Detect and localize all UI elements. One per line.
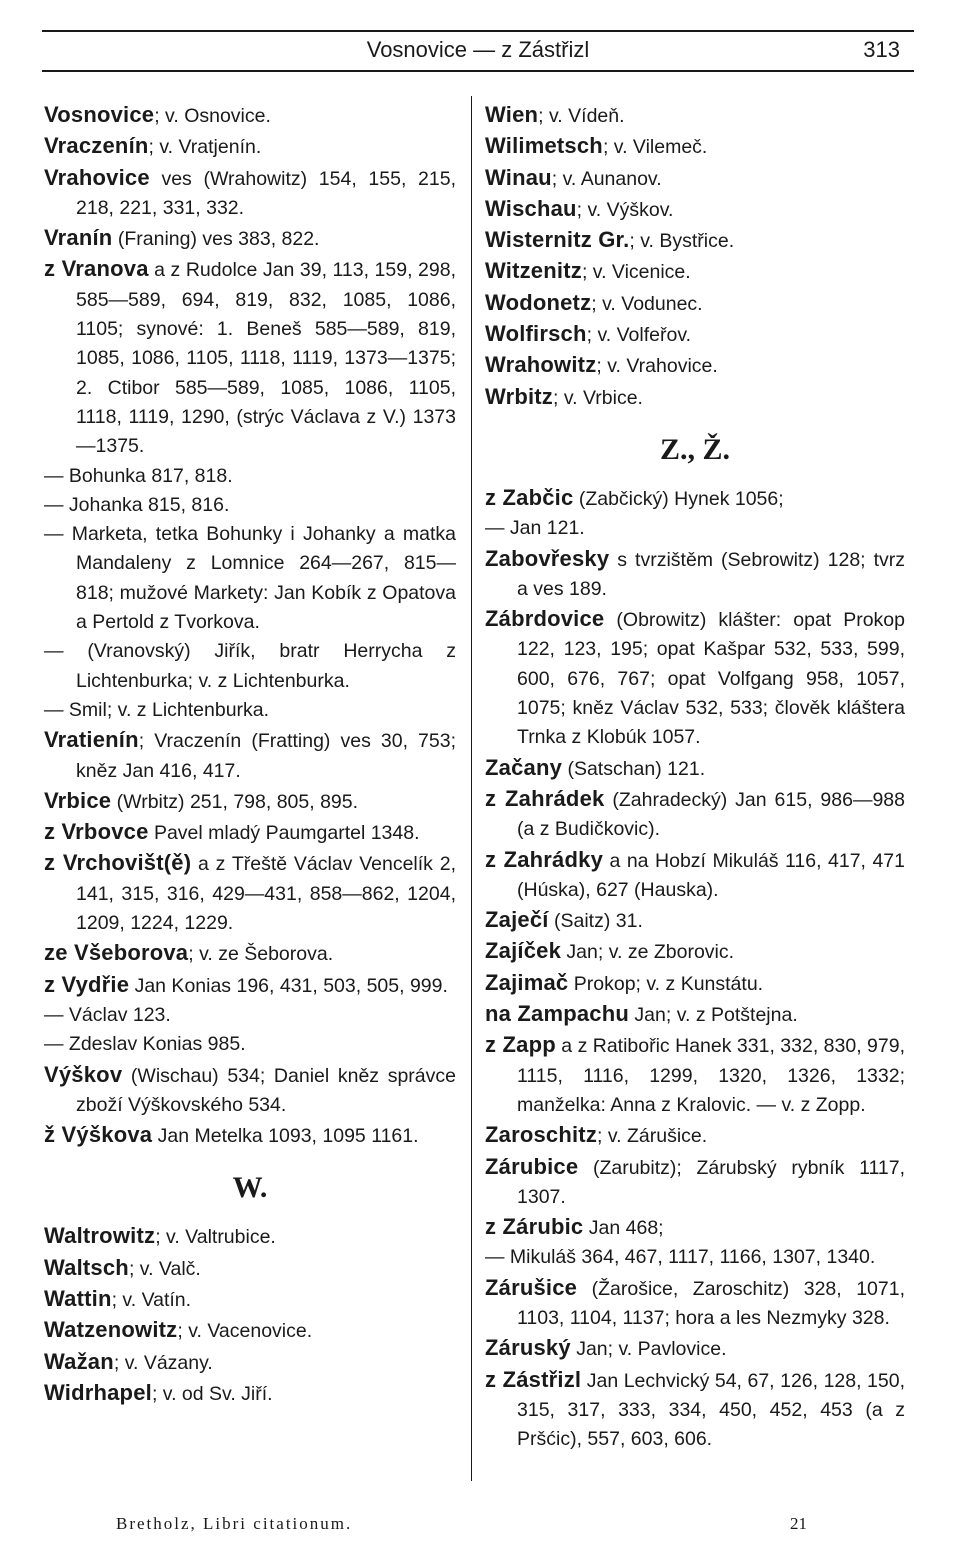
index-subentry: — Václav 123. bbox=[44, 1003, 171, 1026]
w-entries-continued bbox=[485, 100, 905, 413]
index-entry: Zaječí (Saitz) 31. bbox=[485, 907, 643, 933]
index-entry: Wrahowitz; v. Vrahovice. bbox=[485, 352, 718, 378]
section-heading-w: W. bbox=[232, 1171, 268, 1205]
index-entry: Winau; v. Aunanov. bbox=[485, 164, 662, 190]
index-entry: z Zástřizl Jan Lechvický 54, 67, 126, 128, 150, 315, 317, 333, 334, 450, 452, 453 (a z Pršćic), 557, 603, 606. bbox=[485, 1366, 905, 1451]
index-entry: Zárušice (Žarošice, Zaroschitz) 328, 1071, 1103, 1104, 1137; hora a les Nezmyky 328. bbox=[485, 1274, 905, 1329]
index-entry: na Zampachu Jan; v. z Potštejna. bbox=[485, 1001, 798, 1027]
index-entry: Začany (Satschan) 121. bbox=[485, 754, 706, 780]
index-entry: Wilimetsch; v. Vilemeč. bbox=[485, 133, 708, 159]
index-entry: z Vrchovišt(ě) a z Třeště Václav Vencelík 2, 141, 315, 316, 429—431, 858—862, 1204, 1209, 1224, 1229. bbox=[44, 850, 456, 935]
index-entry: Witzenitz; v. Vicenice. bbox=[485, 258, 691, 284]
index-entry: Wodonetz; v. Vodunec. bbox=[485, 289, 703, 315]
footer-signature: Bretholz, Libri citationum. bbox=[116, 1514, 353, 1533]
index-entry: Zabovřesky s tvrzištěm (Sebrowitz) 128; tvrz a ves 189. bbox=[485, 545, 905, 600]
index-entry: z Zárubic Jan 468; bbox=[485, 1214, 664, 1240]
index-subentry: — Smil; v. z Lichtenburka. bbox=[44, 698, 270, 721]
index-entry: Zajíček Jan; v. ze Zborovic. bbox=[485, 938, 735, 964]
index-subentry: — Jan 121. bbox=[485, 517, 585, 540]
index-entry: Vranín (Franing) ves 383, 822. bbox=[44, 225, 320, 251]
index-entry: Wischau; v. Výškov. bbox=[485, 195, 674, 221]
w-entries bbox=[44, 1221, 456, 1409]
index-entry: z Vydřie Jan Konias 196, 431, 503, 505, 999. bbox=[44, 971, 448, 997]
index-entry: ž Výškova Jan Metelka 1093, 1095 1161. bbox=[44, 1122, 419, 1148]
index-subentry: — Mikuláš 364, 467, 1117, 1166, 1307, 1340. bbox=[485, 1246, 876, 1269]
index-entry: Wattin; v. Vatín. bbox=[44, 1285, 192, 1311]
index-entry: Vratienín; Vraczenín (Fratting) ves 30, 753; kněz Jan 416, 417. bbox=[44, 727, 456, 782]
index-entry: Vosnovice; v. Osnovice. bbox=[44, 102, 271, 127]
index-entry: ze Všeborova; v. ze Šeborova. bbox=[44, 940, 334, 966]
index-entry: Zaroschitz; v. Zárušice. bbox=[485, 1122, 708, 1148]
index-subentry: — Johanka 815, 816. bbox=[44, 493, 230, 516]
index-entry: Wrbitz; v. Vrbice. bbox=[485, 383, 643, 409]
running-head bbox=[42, 34, 914, 66]
index-entry: z Zapp a z Ratibořic Hanek 331, 332, 830, 979, 1115, 1116, 1299, 1320, 1326, 1332; manželka: Anna z Kralovic. — v. z Zopp. bbox=[485, 1032, 905, 1116]
index-entry: Zajimač Prokop; v. z Kunstátu. bbox=[485, 969, 764, 995]
index-entry: z Zahrádek (Zahradecký) Jan 615, 986—988 (a z Budičkovic). bbox=[485, 785, 905, 841]
index-entry: Vraczenín; v. Vratjenín. bbox=[44, 133, 262, 159]
index-entry: z Vranova a z Rudolce Jan 39, 113, 159, 298, 585—589, 694, 819, 832, 1085, 1086, 1105; synové: 1. Beneš 585—589, 819, 1085, 1086, 1105, 1118, 1119, 1373—1375; 2. Ctibor 585—589, 1085, 1086, 1105, 1118, 1119, 1290, (strýc Václava z V.) 1373—1375. bbox=[44, 256, 456, 458]
left-column bbox=[44, 100, 456, 1409]
page-number: 313 bbox=[863, 37, 900, 62]
page-footer bbox=[42, 1514, 914, 1544]
index-entry: Wolfirsch; v. Volfeřov. bbox=[485, 321, 692, 347]
right-column bbox=[485, 100, 905, 1454]
index-subentry: — Marketa, tetka Bohunky i Johanky a matka Mandaleny z Lomnice 264—267, 815—818; mužové Markety: Jan Kobík z Opatova a Pertold z Tvorkova. bbox=[44, 523, 456, 634]
index-entry: Waltrowitz; v. Valtrubice. bbox=[44, 1223, 276, 1249]
index-subentry: — (Vranovský) Jiřík, bratr Herrycha z Lichtenburka; v. z Lichtenburka. bbox=[44, 640, 456, 692]
footer-sheet-number: 21 bbox=[790, 1514, 807, 1533]
index-entry: Wien; v. Vídeň. bbox=[485, 102, 625, 127]
index-entry: Zábrdovice (Obrowitz) klášter: opat Prokop 122, 123, 195; opat Kašpar 532, 533, 599, 600, 676, 767; opat Volfgang 958, 1057, 1075; kněz Václav 532, 533; člověk kláštera Trnka z Klobúk 1057. bbox=[485, 606, 905, 749]
index-entry: Wažan; v. Vázany. bbox=[44, 1348, 213, 1374]
index-entry: Waltsch; v. Valč. bbox=[44, 1254, 201, 1280]
header-rule-bottom bbox=[42, 70, 914, 72]
running-title: Vosnovice — z Zástřizl bbox=[366, 37, 590, 62]
index-entry: z Zabčic (Zabčický) Hynek 1056; bbox=[485, 484, 784, 510]
section-heading-z: Z., Ž. bbox=[659, 432, 731, 466]
index-entry: Wisternitz Gr.; v. Bystřice. bbox=[485, 227, 735, 253]
index-subentry: — Bohunka 817, 818. bbox=[44, 464, 233, 487]
v-entries bbox=[44, 100, 456, 1151]
index-entry: z Zahrádky a na Hobzí Mikuláš 116, 417, 471 (Húska), 627 (Hauska). bbox=[485, 846, 905, 901]
index-entry: Vrahovice ves (Wrahowitz) 154, 155, 215, 218, 221, 331, 332. bbox=[44, 164, 456, 219]
index-entry: Vrbice (Wrbitz) 251, 798, 805, 895. bbox=[44, 787, 359, 813]
header-rule-top bbox=[42, 30, 914, 32]
index-entry: Výškov (Wischau) 534; Daniel kněz správce zboží Výškovského 534. bbox=[44, 1061, 456, 1116]
index-entry: Zárubice (Zarubitz); Zárubský rybník 1117, 1307. bbox=[485, 1153, 905, 1208]
index-entry: Widrhapel; v. od Sv. Jiří. bbox=[44, 1379, 273, 1405]
index-subentry: — Zdeslav Konias 985. bbox=[44, 1033, 246, 1056]
index-entry: Watzenowitz; v. Vacenovice. bbox=[44, 1317, 313, 1343]
index-entry: Záruský Jan; v. Pavlovice. bbox=[485, 1335, 727, 1361]
column-divider bbox=[471, 96, 472, 1481]
index-entry: z Vrbovce Pavel mladý Paumgartel 1348. bbox=[44, 819, 420, 845]
z-entries bbox=[485, 483, 905, 1455]
